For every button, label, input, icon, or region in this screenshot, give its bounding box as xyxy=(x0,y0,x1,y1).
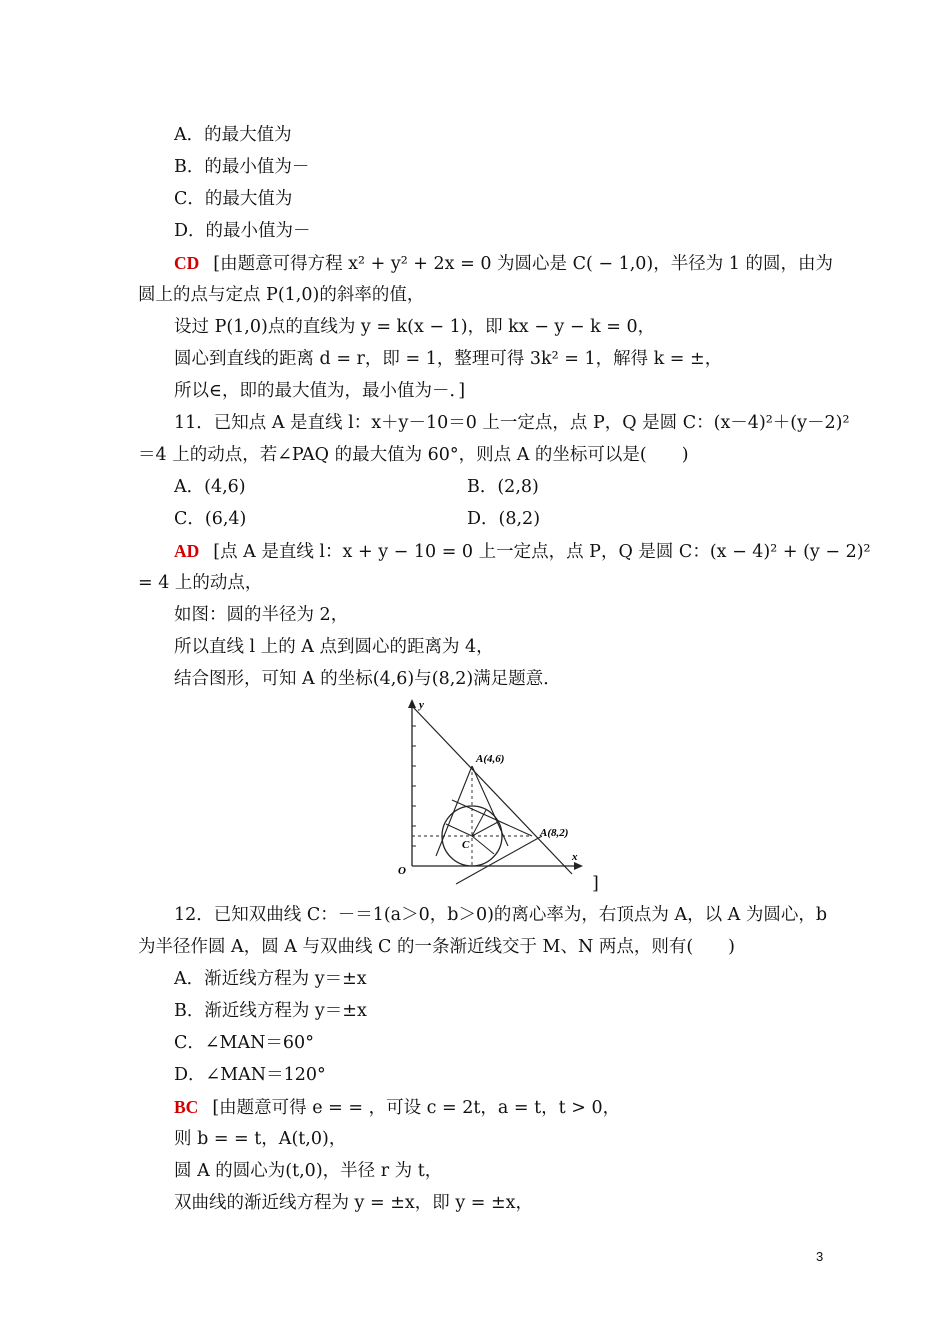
q11-solution-line1 xyxy=(174,540,871,563)
q10-option-d: D．的最小值为－ xyxy=(174,221,311,241)
q10-option-c: C．的最大值为 xyxy=(174,189,293,209)
q10-solution-line3: 设过 P(1,0)点的直线为 y = k(x − 1)，即 kx − y − k = 0， xyxy=(174,317,656,337)
tangent-a2-top xyxy=(452,800,532,836)
q11-answer-label: AD xyxy=(174,541,200,561)
q12-option-a: A．渐近线方程为 y＝±x xyxy=(174,969,367,989)
q11-option-b: B．(2,8) xyxy=(467,477,539,497)
q10-solution-line1 xyxy=(174,252,833,275)
q10-answer-label: CD xyxy=(174,253,200,273)
q12-option-c: C．∠MAN＝60° xyxy=(174,1033,314,1053)
q12-solution-line4: 双曲线的渐近线方程为 y = ±x，即 y = ±x， xyxy=(174,1193,534,1213)
q10-option-b: B．的最小值为－ xyxy=(174,157,310,177)
q12-option-d: D．∠MAN＝120° xyxy=(174,1065,326,1085)
q12-stem-line1: 12．已知双曲线 C：－＝1(a＞0，b＞0)的离心率为，右顶点为 A，以 A 为圆心，b xyxy=(174,905,828,925)
line-l xyxy=(412,706,572,874)
q12-stem-line2: 为半径作圆 A，圆 A 与双曲线 C 的一条渐近线交于 M、N 两点，则有( ) xyxy=(138,937,735,957)
q10-solution-line4: 圆心到直线的距离 d = r，即 = 1，整理可得 3k² = 1，解得 k = ±， xyxy=(174,349,723,369)
q11-closing-bracket: ] xyxy=(592,874,599,894)
radius-4 xyxy=(472,836,494,854)
q11-option-d: D．(8,2) xyxy=(467,509,541,529)
q11-solution-text1: [点 A 是直线 l：x + y − 10 = 0 上一定点，点 P，Q 是圆 C：(x − 4)² + (y − 2)² xyxy=(213,542,871,562)
q11-stem-line1: 11．已知点 A 是直线 l：x＋y－10＝0 上一定点，点 P，Q 是圆 C：(x－4)²＋(y－2)² xyxy=(174,413,850,433)
q12-answer-label: BC xyxy=(174,1097,199,1117)
q11-option-a: A．(4,6) xyxy=(174,477,246,497)
q10-solution-line5: 所以∈，即的最大值为，最小值为－．] xyxy=(174,381,466,401)
fig-label-a1: A(4,6) xyxy=(476,753,505,765)
fig-label-center: C xyxy=(462,839,470,851)
q11-solution-line2: = 4 上的动点， xyxy=(138,573,263,593)
q12-solution-line1 xyxy=(174,1096,620,1119)
fig-label-x: x xyxy=(572,851,578,863)
page-number: 3 xyxy=(816,1249,824,1264)
q12-solution-line2: 则 b = = t，A(t,0)， xyxy=(174,1129,347,1149)
q11-geometry-figure xyxy=(392,696,592,886)
radius-2 xyxy=(446,824,472,836)
q10-option-a: A．的最大值为 xyxy=(174,125,292,145)
fig-label-a2: A(8,2) xyxy=(540,827,569,839)
q11-option-c: C．(6,4) xyxy=(174,509,247,529)
x-axis-arrow xyxy=(574,862,583,870)
q11-solution-line4: 所以直线 l 上的 A 点到圆心的距离为 4， xyxy=(174,637,494,657)
q11-solution-line3: 如图：圆的半径为 2， xyxy=(174,605,349,625)
fig-label-y: y xyxy=(419,699,424,711)
q11-stem-line2: ＝4 上的动点，若∠PAQ 的最大值为 60°，则点 A 的坐标可以是( ) xyxy=(138,445,689,465)
q12-solution-line3: 圆 A 的圆心为(t,0)，半径 r 为 t， xyxy=(174,1161,443,1181)
q11-solution-line5: 结合图形，可知 A 的坐标(4,6)与(8,2)满足题意． xyxy=(174,669,561,689)
q10-solution-line2: 圆上的点与定点 P(1,0)的斜率的值， xyxy=(138,285,425,305)
q12-option-b: B．渐近线方程为 y＝±x xyxy=(174,1001,367,1021)
fig-label-origin: O xyxy=(398,865,406,877)
q12-solution-text1: [由题意可得 e = = ，可设 c = 2t，a = t，t > 0， xyxy=(212,1098,621,1118)
q10-solution-text1: [由题意可得方程 x² + y² + 2x = 0 为圆心是 C( − 1,0)，半径为 1 的圆，由为 xyxy=(213,254,834,274)
